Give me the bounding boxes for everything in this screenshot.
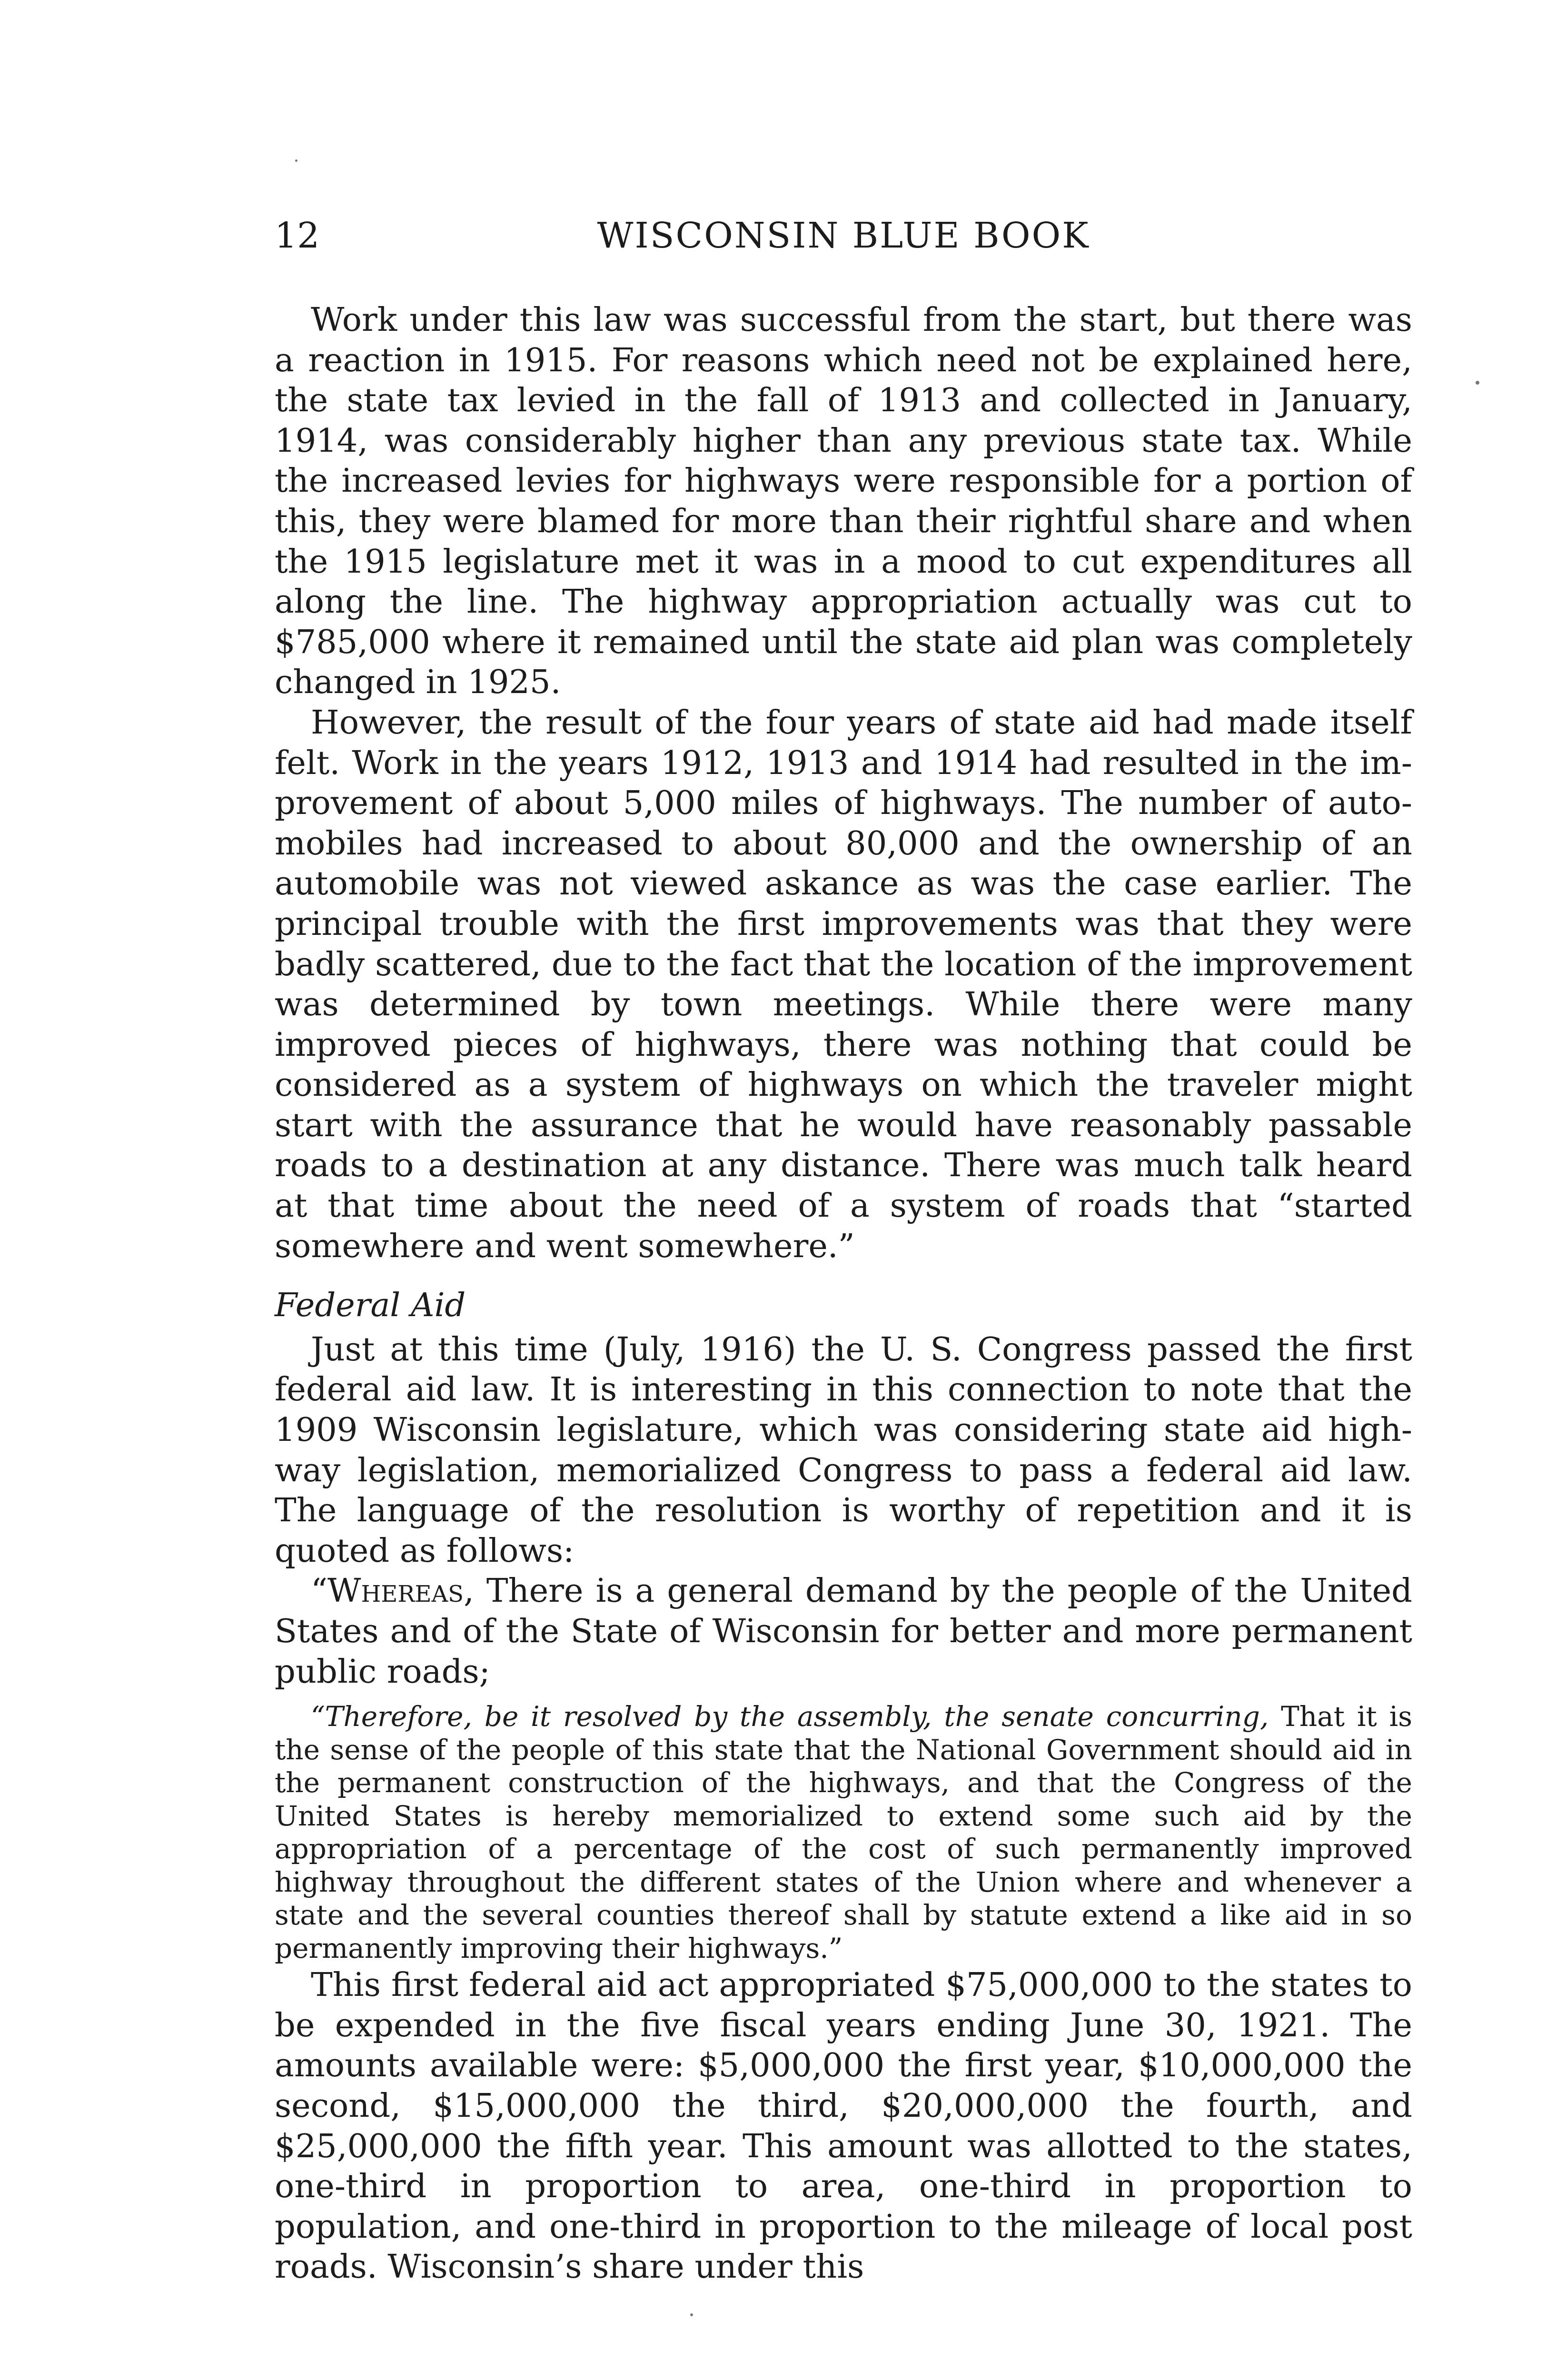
quote-open-mark: “ bbox=[311, 1572, 328, 1610]
running-head: WISCONSIN BLUE BOOK bbox=[597, 215, 1090, 256]
paragraph-state-aid-results: However, the result of the four years of state aid had made itself felt. Work in the years 1912, 1913 and 1914 had resulted in the improvement of about 5,000 miles of highways. The number of automobiles had increased to about 80,000 and the ownership of an automobile was not viewed askance as was the case earlier. The principal trouble with the first improvements was that they were badly scattered, due to the fact that the location of the improvement was determined by town meetings. While there were many improved pieces of highways, there was nothing that could be considered as a system of highways on which the traveler might start with the assurance that he would have reasonably passable roads to a destination at any distance. There was much talk heard at that time about the need of a system of roads that “started somewhere and went somewhere.” bbox=[275, 703, 1412, 1265]
body-text bbox=[275, 300, 1412, 2287]
resolution-quote bbox=[275, 1571, 1412, 1965]
page-header bbox=[275, 209, 1412, 262]
resolution-whereas-text: , There is a general demand by the people of the United States and of the State of Wisconsin for better and more permanent public roads; bbox=[275, 1572, 1412, 1691]
resolution-whereas bbox=[275, 1571, 1412, 1692]
scan-speck bbox=[690, 2313, 693, 2316]
resolution-whereas-word: Whereas bbox=[327, 1572, 464, 1610]
scan-speck bbox=[1476, 381, 1479, 385]
paragraph-reaction-1915: Work under this law was successful from the start, but there was a reaction in 1915. For reasons which need not be explained here, the state tax levied in the fall of 1913 and collected in January, 1914, was considerably higher than any previous state tax. While the increased levies for highways were responsible for a portion of this, they were blamed for more than their rightful share and when the 1915 legislature met it was in a mood to cut expenditures all along the line. The highway appropriation actually was cut to $785,000 where it remained until the state aid plan was completely changed in 1925. bbox=[275, 301, 1412, 702]
resolution-therefore-italic: “Therefore, be it resolved by the assembly, the senate concurring, bbox=[311, 1700, 1269, 1733]
section-heading-federal-aid: Federal Aid bbox=[275, 1286, 466, 1325]
paragraph-federal-aid-law: Just at this time (July, 1916) the U. S. Congress passed the first federal aid law. It is interesting in this connection to note that the 1909 Wisconsin legislature, which was considering state aid highway legislation, memorialized Congress to pass a federal aid law. The language of the resolution is worthy of repetition and it is quoted as follows: bbox=[275, 1330, 1412, 1570]
scan-speck bbox=[295, 159, 297, 162]
page-number: 12 bbox=[275, 215, 320, 256]
resolution-therefore bbox=[275, 1700, 1412, 1965]
resolution-therefore-text: That it is the sense of the people of this state that the National Government should aid in the permanent construction of the highways, and that the Congress of the United States is hereby memorialized to extend some such aid by the appropriation of a percentage of the cost of such permanently improved highway throughout the different states of the Union where and whenever a state and the several counties thereof shall by statute extend a like aid in so permanently improving their highways.” bbox=[275, 1700, 1412, 1964]
paragraph-appropriation: This first federal aid act appropriated $75,000,000 to the states to be expended in the five fiscal years ending June 30, 1921. The amounts available were: $5,000,000 the first year, $10,000,000 the second, $15,000,000 the third, $20,000,000 the fourth, and $25,000,000 the fifth year. This amount was allotted to the states, one-third in proportion to area, one-third in proportion to population, and one-third in proportion to the mileage of local post roads. Wisconsin’s share under this bbox=[275, 1966, 1412, 2286]
